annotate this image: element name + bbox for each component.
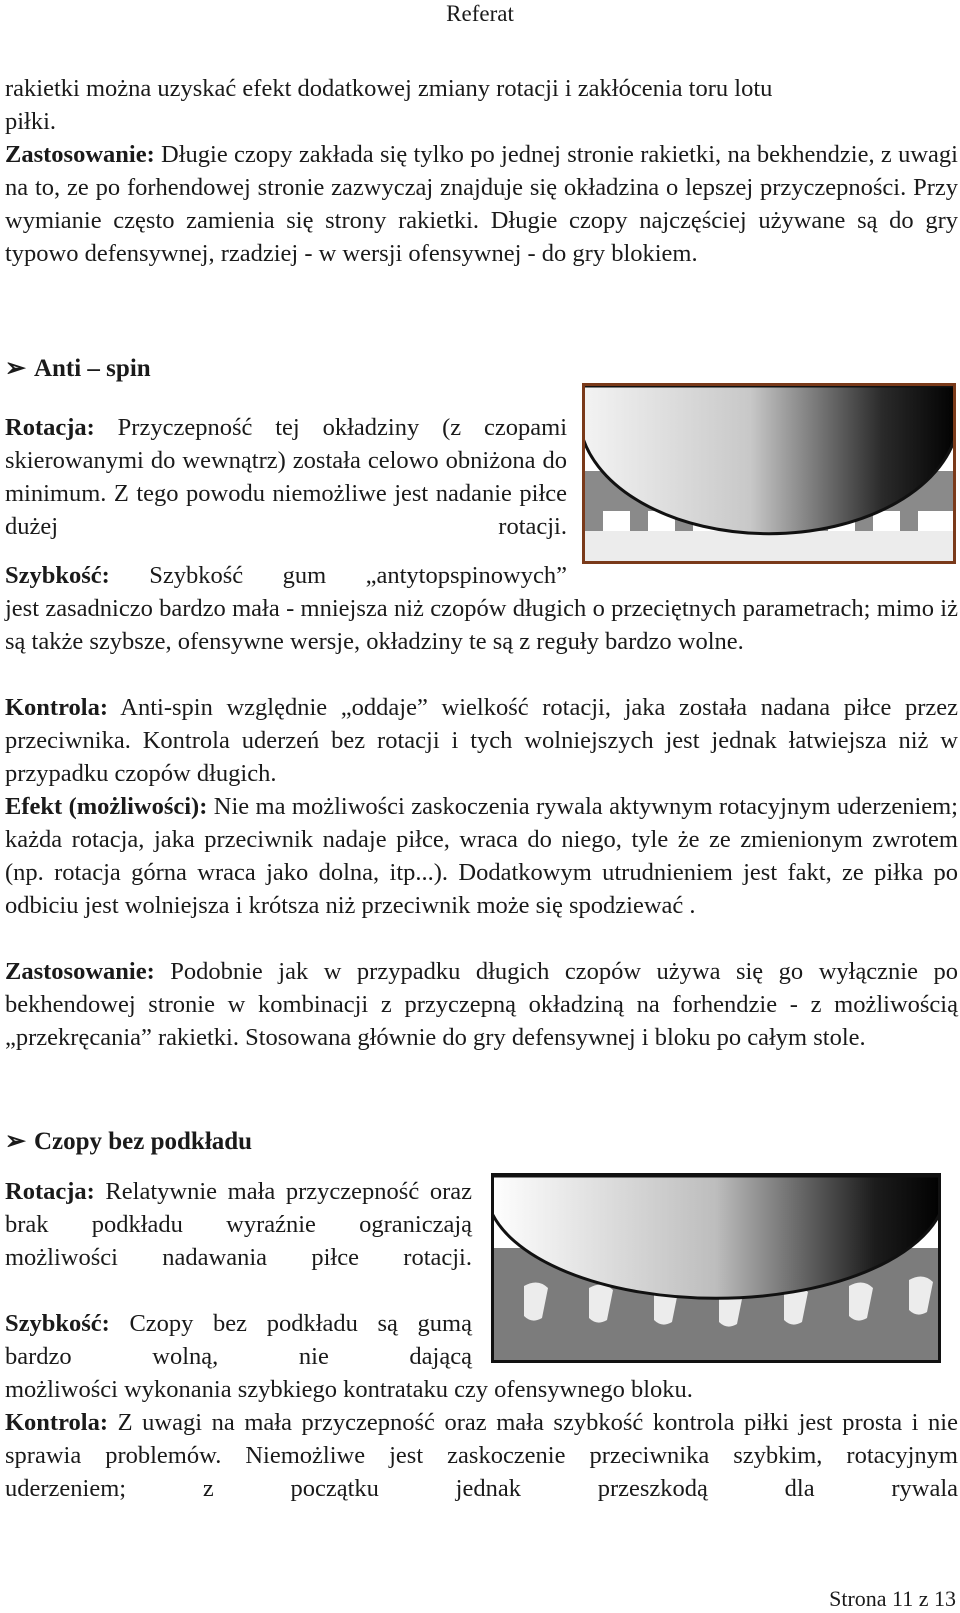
- kontrola-label: Kontrola:: [5, 1409, 108, 1436]
- kontrola-text: Z uwagi na mała przyczepność oraz mała szybkość kontrola piłki jest prosta i nie sprawia problemów. Niemożliwe jest zaskoczenie przeciwnika szybkim, rotacyjnym uderzeniem; z początku jednak przeszkodą dla rywala: [5, 1409, 958, 1502]
- czopy-kontrola-paragraph: [5, 1406, 958, 1505]
- rotacja-label: Rotacja:: [5, 414, 95, 441]
- intro-line-1: rakietki można uzyskać efekt dodatkowej zmiany rotacji i zakłócenia toru lotu: [5, 75, 773, 102]
- zastosowanie-label: Zastosowanie:: [5, 141, 155, 168]
- kontrola-label: Kontrola:: [5, 694, 108, 721]
- antispin-heading-text: Anti – spin: [33, 355, 151, 382]
- section-heading-czopy-bez-podkladu: [5, 1125, 252, 1158]
- szybkosc-label: Szybkość:: [5, 562, 110, 589]
- szybkosc-text: Czopy bez podkładu są gumą bardzo wolną, nie dającą: [5, 1310, 472, 1370]
- zastosowanie-label: Zastosowanie:: [5, 958, 155, 985]
- szybkosc-text: Szybkość gum „antytopspinowych”: [109, 562, 567, 589]
- antispin-kontrola-paragraph: [5, 691, 958, 790]
- czopy-heading-text: Czopy bez podkładu: [33, 1128, 253, 1155]
- antispin-szybkosc-continued: jest zasadniczo bardzo mała - mniejsza niż czopów długich o przeciętnych parametrach; mimo iż są także szybsze, ofensywne wersje, okładziny te są z reguły bardzo wolne.: [5, 595, 958, 655]
- antispin-szybkosc-line: [5, 559, 567, 592]
- antispin-rotacja-paragraph: [5, 411, 567, 543]
- efekt-text: Nie ma możliwości zaskoczenia rywala aktywnym rotacyjnym uderzeniem; każda rotacja, jaka przeciwnik nadaje piłce, wraca do niego, tyle że ze zmienionym zwrotem (np. rotacja górna wraca jako dolna, itp...). Dodatkowym utrudnieniem jest fakt, ze piłka po odbiciu jest wolniejsza i krótsza niż przeciwnik może się spodziewać .: [5, 793, 958, 919]
- arrowhead-bullet-icon: ➢: [5, 355, 26, 382]
- antispin-rubber-image: [582, 383, 956, 564]
- antispin-efekt-paragraph: [5, 790, 958, 922]
- antispin-zastosowanie-paragraph: [5, 955, 958, 1054]
- rotacja-text: Przyczepność tej okładziny (z czopami skierowanymi do wewnątrz) została celowo obniżona do minimum. Z tego powodu niemożliwe jest nadanie piłce dużej rotacji.: [5, 414, 567, 540]
- arrowhead-bullet-icon: ➢: [5, 1128, 26, 1155]
- page-number: Strona 11 z 13: [829, 1586, 956, 1611]
- kontrola-text: Anti-spin względnie „oddaje” wielkość rotacji, jaka została nadana piłce przez przeciwnika. Kontrola uderzeń bez rotacji i tych wolniejszych jest jednak łatwiejsza niż w przypadku czopów długich.: [5, 694, 958, 787]
- efekt-label: Efekt (możliwości):: [5, 793, 208, 820]
- zastosowanie-text: Podobnie jak w przypadku długich czopów używa się go wyłącznie po bekhendowej stronie w kombinacji z przyczepną okładziną na forhendzie - z możliwością „przekręcania” rakietki. Stosowana głównie do gry defensywnej i bloku po całym stole.: [5, 958, 958, 1051]
- rotacja-text: Relatywnie mała przyczepność oraz brak podkładu wyraźnie ograniczają możliwości nadawania piłce rotacji.: [5, 1178, 472, 1271]
- zastosowanie-text: Długie czopy zakłada się tylko po jednej stronie rakietki, na bekhendzie, z uwagi na to, ze po forhendowej stronie zazwyczaj znajduje się okładzina o lepszej przyczepności. Przy wymianie często zamienia się strony rakietki. Długie czopy najczęściej używane są do gry typowo defensywnej, rzadziej - w wersji ofensywnej - do gry blokiem.: [5, 141, 958, 267]
- intro-line-2: piłki.: [5, 108, 57, 135]
- czopy-rotacja-paragraph: [5, 1175, 472, 1274]
- page-header: Referat: [446, 1, 514, 26]
- intro-zastosowanie-paragraph: [5, 138, 958, 270]
- czopy-szybkosc-paragraph: [5, 1307, 472, 1373]
- czopy-szybkosc-continued: możliwości wykonania szybkiego kontrataku czy ofensywnego bloku.: [5, 1376, 693, 1403]
- czopy-rubber-illustration: [494, 1176, 938, 1360]
- szybkosc-label: Szybkość:: [5, 1310, 110, 1337]
- antispin-rubber-illustration: [585, 386, 953, 561]
- section-heading-antispin: [5, 352, 151, 385]
- czopy-rubber-image: [491, 1173, 941, 1363]
- rotacja-label: Rotacja:: [5, 1178, 95, 1205]
